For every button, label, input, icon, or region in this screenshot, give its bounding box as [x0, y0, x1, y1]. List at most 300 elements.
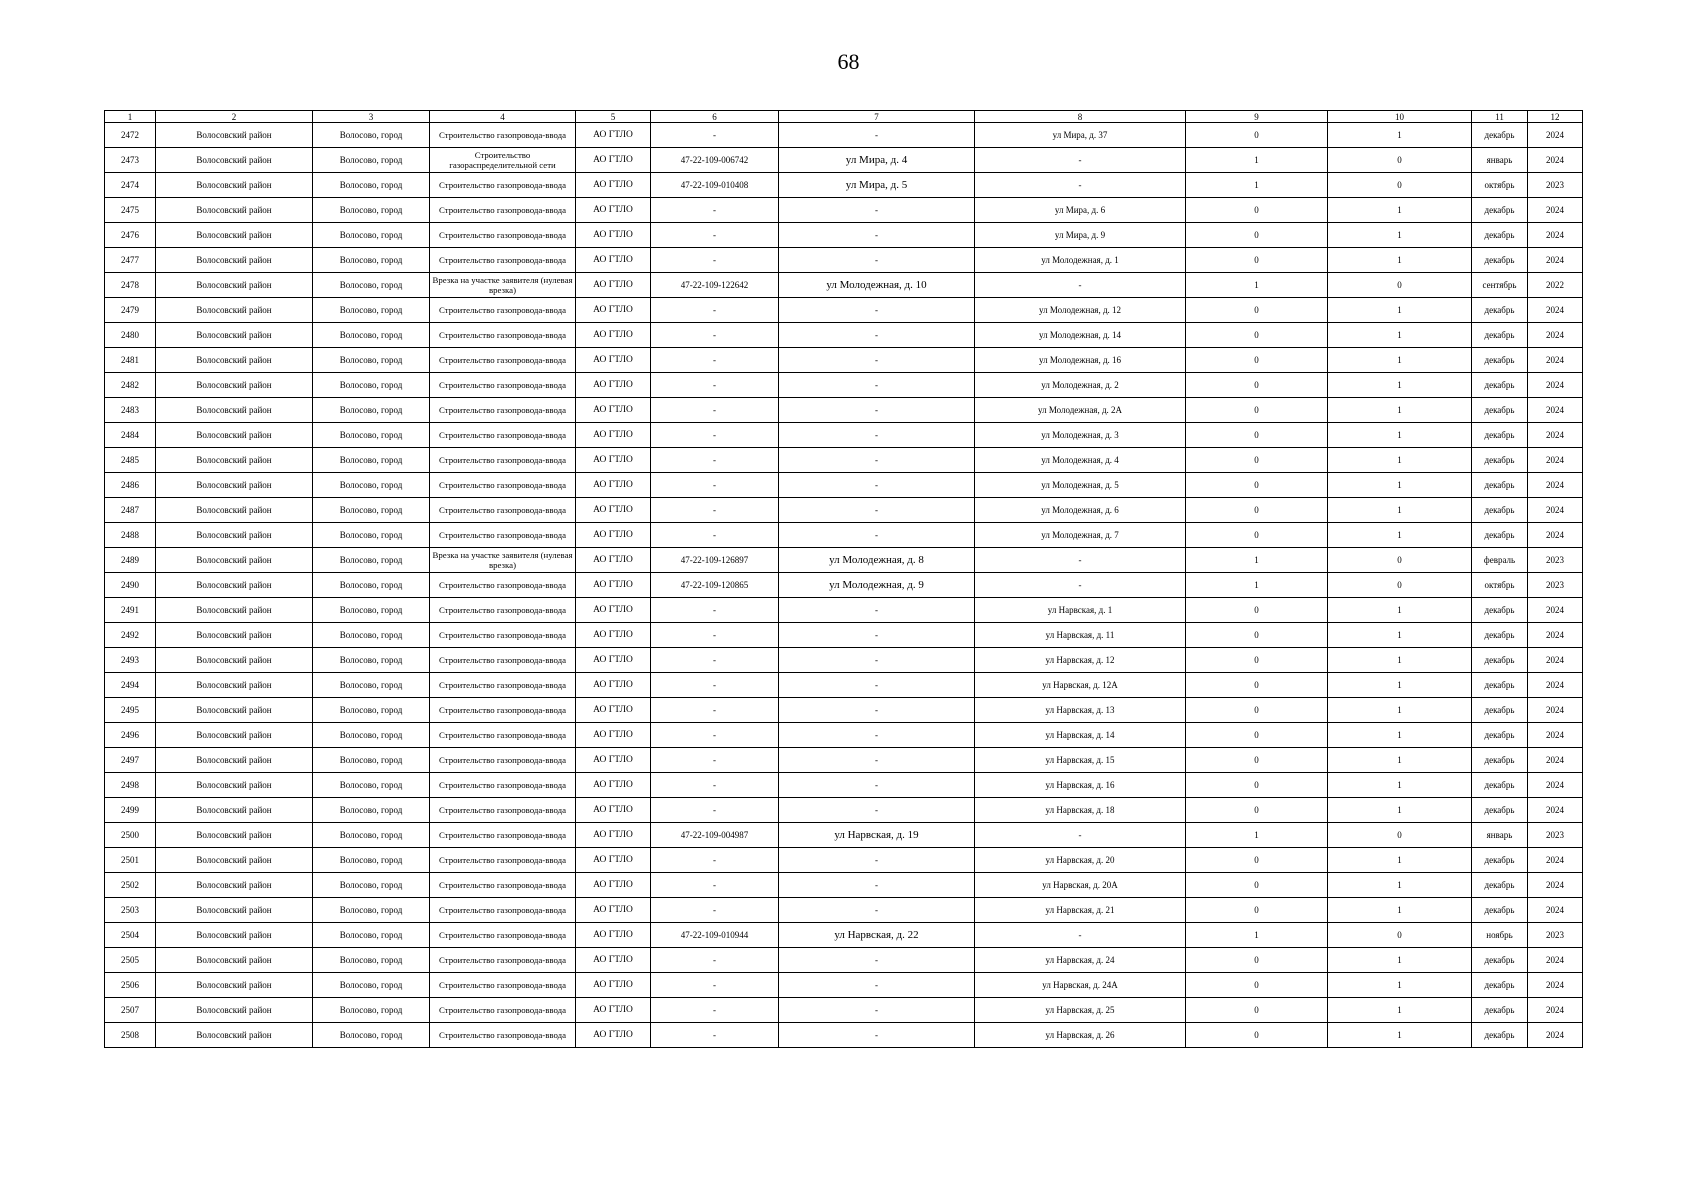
work-type-cell: Строительство газораспределительной сети [430, 148, 576, 173]
district-cell: Волосовский район [156, 723, 313, 748]
row-number: 2495 [105, 698, 156, 723]
count-cell: 1 [1328, 223, 1472, 248]
organization-cell: АО ГТЛО [576, 898, 651, 923]
cadastral-number-cell: - [651, 798, 779, 823]
object-address-cell: - [779, 198, 975, 223]
work-type-cell: Строительство газопровода-ввода [430, 573, 576, 598]
work-type-cell: Строительство газопровода-ввода [430, 523, 576, 548]
settlement-cell: Волосово, город [313, 773, 430, 798]
address-cell: ул Молодежная, д. 1 [975, 248, 1186, 273]
month-cell: декабрь [1472, 498, 1528, 523]
row-number: 2499 [105, 798, 156, 823]
address-cell: ул Нарвская, д. 24А [975, 973, 1186, 998]
count-cell: 0 [1328, 173, 1472, 198]
object-address-cell: - [779, 348, 975, 373]
cadastral-number-cell: - [651, 648, 779, 673]
table-row [105, 573, 1583, 598]
work-type-cell: Строительство газопровода-ввода [430, 448, 576, 473]
month-cell: февраль [1472, 548, 1528, 573]
row-number: 2478 [105, 273, 156, 298]
month-cell: декабрь [1472, 648, 1528, 673]
settlement-cell: Волосово, город [313, 323, 430, 348]
count-cell: 0 [1186, 323, 1328, 348]
month-cell: декабрь [1472, 798, 1528, 823]
cadastral-number-cell: - [651, 198, 779, 223]
table-row [105, 873, 1583, 898]
address-cell: ул Нарвская, д. 21 [975, 898, 1186, 923]
month-cell: декабрь [1472, 698, 1528, 723]
address-cell: ул Нарвская, д. 11 [975, 623, 1186, 648]
work-type-cell: Строительство газопровода-ввода [430, 623, 576, 648]
row-number: 2484 [105, 423, 156, 448]
table-row [105, 948, 1583, 973]
settlement-cell: Волосово, город [313, 248, 430, 273]
district-cell: Волосовский район [156, 448, 313, 473]
district-cell: Волосовский район [156, 548, 313, 573]
count-cell: 0 [1186, 348, 1328, 373]
month-cell: декабрь [1472, 623, 1528, 648]
count-cell: 1 [1328, 673, 1472, 698]
object-address-cell: - [779, 298, 975, 323]
count-cell: 0 [1186, 973, 1328, 998]
cadastral-number-cell: 47-22-109-126897 [651, 548, 779, 573]
address-cell: ул Мира, д. 9 [975, 223, 1186, 248]
work-type-cell: Строительство газопровода-ввода [430, 648, 576, 673]
month-cell: декабрь [1472, 523, 1528, 548]
work-type-cell: Врезка на участке заявителя (нулевая врезка) [430, 273, 576, 298]
work-type-cell: Врезка на участке заявителя (нулевая врезка) [430, 548, 576, 573]
address-cell: ул Молодежная, д. 14 [975, 323, 1186, 348]
organization-cell: АО ГТЛО [576, 198, 651, 223]
row-number: 2473 [105, 148, 156, 173]
year-cell: 2024 [1528, 223, 1583, 248]
address-cell: ул Молодежная, д. 16 [975, 348, 1186, 373]
organization-cell: АО ГТЛО [576, 123, 651, 148]
object-address-cell: - [779, 473, 975, 498]
settlement-cell: Волосово, город [313, 473, 430, 498]
work-type-cell: Строительство газопровода-ввода [430, 598, 576, 623]
organization-cell: АО ГТЛО [576, 298, 651, 323]
work-type-cell: Строительство газопровода-ввода [430, 373, 576, 398]
work-type-cell: Строительство газопровода-ввода [430, 248, 576, 273]
row-number: 2485 [105, 448, 156, 473]
row-number: 2480 [105, 323, 156, 348]
table-row [105, 298, 1583, 323]
organization-cell: АО ГТЛО [576, 723, 651, 748]
month-cell: декабрь [1472, 673, 1528, 698]
district-cell: Волосовский район [156, 1023, 313, 1048]
month-cell: декабрь [1472, 998, 1528, 1023]
cadastral-number-cell: - [651, 223, 779, 248]
address-cell: ул Молодежная, д. 12 [975, 298, 1186, 323]
cadastral-number-cell: 47-22-109-004987 [651, 823, 779, 848]
table-row [105, 523, 1583, 548]
table-row [105, 773, 1583, 798]
district-cell: Волосовский район [156, 598, 313, 623]
address-cell: ул Нарвская, д. 13 [975, 698, 1186, 723]
object-address-cell: - [779, 773, 975, 798]
count-cell: 1 [1328, 798, 1472, 823]
address-cell: ул Нарвская, д. 12А [975, 673, 1186, 698]
count-cell: 0 [1328, 923, 1472, 948]
work-type-cell: Строительство газопровода-ввода [430, 823, 576, 848]
count-cell: 0 [1186, 473, 1328, 498]
count-cell: 1 [1328, 498, 1472, 523]
organization-cell: АО ГТЛО [576, 573, 651, 598]
address-cell: - [975, 823, 1186, 848]
work-type-cell: Строительство газопровода-ввода [430, 123, 576, 148]
year-cell: 2024 [1528, 298, 1583, 323]
district-cell: Волосовский район [156, 573, 313, 598]
row-number: 2501 [105, 848, 156, 873]
table-row [105, 798, 1583, 823]
district-cell: Волосовский район [156, 298, 313, 323]
count-cell: 1 [1186, 273, 1328, 298]
district-cell: Волосовский район [156, 623, 313, 648]
organization-cell: АО ГТЛО [576, 173, 651, 198]
column-number: 7 [779, 111, 975, 123]
row-number: 2497 [105, 748, 156, 773]
organization-cell: АО ГТЛО [576, 548, 651, 573]
district-cell: Волосовский район [156, 998, 313, 1023]
district-cell: Волосовский район [156, 823, 313, 848]
work-type-cell: Строительство газопровода-ввода [430, 923, 576, 948]
settlement-cell: Волосово, город [313, 423, 430, 448]
registry-table [104, 110, 1583, 1048]
count-cell: 0 [1186, 498, 1328, 523]
organization-cell: АО ГТЛО [576, 598, 651, 623]
count-cell: 0 [1186, 598, 1328, 623]
cadastral-number-cell: - [651, 398, 779, 423]
address-cell: ул Нарвская, д. 14 [975, 723, 1186, 748]
work-type-cell: Строительство газопровода-ввода [430, 198, 576, 223]
month-cell: декабрь [1472, 323, 1528, 348]
table-row [105, 198, 1583, 223]
organization-cell: АО ГТЛО [576, 923, 651, 948]
settlement-cell: Волосово, город [313, 798, 430, 823]
month-cell: октябрь [1472, 573, 1528, 598]
month-cell: декабрь [1472, 898, 1528, 923]
row-number: 2502 [105, 873, 156, 898]
count-cell: 1 [1328, 448, 1472, 473]
cadastral-number-cell: - [651, 998, 779, 1023]
organization-cell: АО ГТЛО [576, 698, 651, 723]
row-number: 2504 [105, 923, 156, 948]
count-cell: 0 [1186, 698, 1328, 723]
month-cell: декабрь [1472, 123, 1528, 148]
cadastral-number-cell: - [651, 948, 779, 973]
work-type-cell: Строительство газопровода-ввода [430, 773, 576, 798]
object-address-cell: - [779, 598, 975, 623]
count-cell: 0 [1186, 848, 1328, 873]
column-number: 1 [105, 111, 156, 123]
year-cell: 2024 [1528, 848, 1583, 873]
row-number: 2483 [105, 398, 156, 423]
count-cell: 1 [1328, 473, 1472, 498]
table-row [105, 373, 1583, 398]
settlement-cell: Волосово, город [313, 198, 430, 223]
count-cell: 1 [1328, 998, 1472, 1023]
count-cell: 0 [1186, 898, 1328, 923]
district-cell: Волосовский район [156, 423, 313, 448]
table-row [105, 723, 1583, 748]
row-number: 2493 [105, 648, 156, 673]
work-type-cell: Строительство газопровода-ввода [430, 223, 576, 248]
settlement-cell: Волосово, город [313, 348, 430, 373]
month-cell: январь [1472, 148, 1528, 173]
column-number: 2 [156, 111, 313, 123]
cadastral-number-cell: - [651, 748, 779, 773]
row-number: 2503 [105, 898, 156, 923]
address-cell: - [975, 923, 1186, 948]
cadastral-number-cell: - [651, 723, 779, 748]
row-number: 2477 [105, 248, 156, 273]
table-body [105, 123, 1583, 1048]
table-row [105, 998, 1583, 1023]
count-cell: 0 [1186, 748, 1328, 773]
cadastral-number-cell: - [651, 498, 779, 523]
count-cell: 1 [1186, 548, 1328, 573]
district-cell: Волосовский район [156, 373, 313, 398]
settlement-cell: Волосово, город [313, 923, 430, 948]
row-number: 2488 [105, 523, 156, 548]
cadastral-number-cell: - [651, 248, 779, 273]
settlement-cell: Волосово, город [313, 623, 430, 648]
organization-cell: АО ГТЛО [576, 823, 651, 848]
cadastral-number-cell: - [651, 423, 779, 448]
row-number: 2489 [105, 548, 156, 573]
month-cell: декабрь [1472, 298, 1528, 323]
cadastral-number-cell: - [651, 523, 779, 548]
count-cell: 1 [1328, 1023, 1472, 1048]
settlement-cell: Волосово, город [313, 273, 430, 298]
address-cell: - [975, 548, 1186, 573]
count-cell: 0 [1328, 823, 1472, 848]
settlement-cell: Волосово, город [313, 998, 430, 1023]
year-cell: 2024 [1528, 948, 1583, 973]
month-cell: декабрь [1472, 373, 1528, 398]
count-cell: 1 [1186, 823, 1328, 848]
district-cell: Волосовский район [156, 473, 313, 498]
year-cell: 2024 [1528, 423, 1583, 448]
row-number: 2486 [105, 473, 156, 498]
organization-cell: АО ГТЛО [576, 423, 651, 448]
settlement-cell: Волосово, город [313, 748, 430, 773]
cadastral-number-cell: - [651, 848, 779, 873]
settlement-cell: Волосово, город [313, 123, 430, 148]
count-cell: 0 [1186, 123, 1328, 148]
count-cell: 0 [1186, 648, 1328, 673]
organization-cell: АО ГТЛО [576, 748, 651, 773]
settlement-cell: Волосово, город [313, 548, 430, 573]
month-cell: сентябрь [1472, 273, 1528, 298]
settlement-cell: Волосово, город [313, 498, 430, 523]
year-cell: 2023 [1528, 573, 1583, 598]
month-cell: декабрь [1472, 398, 1528, 423]
count-cell: 0 [1328, 548, 1472, 573]
year-cell: 2024 [1528, 248, 1583, 273]
row-number: 2492 [105, 623, 156, 648]
object-address-cell: ул Молодежная, д. 10 [779, 273, 975, 298]
organization-cell: АО ГТЛО [576, 348, 651, 373]
count-cell: 0 [1186, 373, 1328, 398]
column-number: 12 [1528, 111, 1583, 123]
cadastral-number-cell: - [651, 448, 779, 473]
month-cell: декабрь [1472, 873, 1528, 898]
work-type-cell: Строительство газопровода-ввода [430, 973, 576, 998]
year-cell: 2024 [1528, 323, 1583, 348]
year-cell: 2024 [1528, 498, 1583, 523]
year-cell: 2024 [1528, 973, 1583, 998]
organization-cell: АО ГТЛО [576, 148, 651, 173]
count-cell: 0 [1186, 248, 1328, 273]
year-cell: 2024 [1528, 198, 1583, 223]
month-cell: декабрь [1472, 448, 1528, 473]
district-cell: Волосовский район [156, 173, 313, 198]
work-type-cell: Строительство газопровода-ввода [430, 998, 576, 1023]
organization-cell: АО ГТЛО [576, 873, 651, 898]
table-row [105, 548, 1583, 573]
object-address-cell: - [779, 623, 975, 648]
organization-cell: АО ГТЛО [576, 273, 651, 298]
organization-cell: АО ГТЛО [576, 398, 651, 423]
district-cell: Волосовский район [156, 498, 313, 523]
object-address-cell: - [779, 123, 975, 148]
work-type-cell: Строительство газопровода-ввода [430, 698, 576, 723]
month-cell: январь [1472, 823, 1528, 848]
address-cell: - [975, 173, 1186, 198]
settlement-cell: Волосово, город [313, 573, 430, 598]
page-number: 68 [837, 49, 860, 74]
column-number: 9 [1186, 111, 1328, 123]
object-address-cell: - [779, 223, 975, 248]
count-cell: 0 [1186, 723, 1328, 748]
count-cell: 1 [1328, 873, 1472, 898]
year-cell: 2024 [1528, 623, 1583, 648]
settlement-cell: Волосово, город [313, 673, 430, 698]
object-address-cell: - [779, 448, 975, 473]
month-cell: декабрь [1472, 223, 1528, 248]
table-row [105, 473, 1583, 498]
count-cell: 1 [1328, 773, 1472, 798]
year-cell: 2023 [1528, 823, 1583, 848]
object-address-cell: - [779, 748, 975, 773]
settlement-cell: Волосово, город [313, 173, 430, 198]
year-cell: 2024 [1528, 748, 1583, 773]
organization-cell: АО ГТЛО [576, 623, 651, 648]
month-cell: декабрь [1472, 348, 1528, 373]
count-cell: 1 [1328, 648, 1472, 673]
organization-cell: АО ГТЛО [576, 998, 651, 1023]
month-cell: декабрь [1472, 848, 1528, 873]
district-cell: Волосовский район [156, 748, 313, 773]
year-cell: 2024 [1528, 148, 1583, 173]
cadastral-number-cell: - [651, 1023, 779, 1048]
row-number: 2474 [105, 173, 156, 198]
table-row [105, 848, 1583, 873]
row-number: 2507 [105, 998, 156, 1023]
cadastral-number-cell: - [651, 873, 779, 898]
count-cell: 0 [1186, 773, 1328, 798]
object-address-cell: - [779, 398, 975, 423]
count-cell: 0 [1186, 873, 1328, 898]
year-cell: 2024 [1528, 523, 1583, 548]
year-cell: 2024 [1528, 448, 1583, 473]
month-cell: декабрь [1472, 973, 1528, 998]
work-type-cell: Строительство газопровода-ввода [430, 723, 576, 748]
row-number: 2500 [105, 823, 156, 848]
address-cell: ул Нарвская, д. 24 [975, 948, 1186, 973]
organization-cell: АО ГТЛО [576, 523, 651, 548]
settlement-cell: Волосово, город [313, 898, 430, 923]
month-cell: декабрь [1472, 723, 1528, 748]
count-cell: 1 [1328, 123, 1472, 148]
count-cell: 1 [1328, 523, 1472, 548]
year-cell: 2023 [1528, 173, 1583, 198]
table-row [105, 598, 1583, 623]
district-cell: Волосовский район [156, 698, 313, 723]
work-type-cell: Строительство газопровода-ввода [430, 1023, 576, 1048]
row-number: 2476 [105, 223, 156, 248]
address-cell: ул Молодежная, д. 7 [975, 523, 1186, 548]
row-number: 2508 [105, 1023, 156, 1048]
row-number: 2491 [105, 598, 156, 623]
year-cell: 2024 [1528, 673, 1583, 698]
year-cell: 2024 [1528, 773, 1583, 798]
address-cell: ул Нарвская, д. 25 [975, 998, 1186, 1023]
settlement-cell: Волосово, город [313, 523, 430, 548]
count-cell: 1 [1328, 248, 1472, 273]
table-row [105, 398, 1583, 423]
address-cell: ул Нарвская, д. 18 [975, 798, 1186, 823]
count-cell: 0 [1186, 673, 1328, 698]
work-type-cell: Строительство газопровода-ввода [430, 423, 576, 448]
count-cell: 1 [1186, 148, 1328, 173]
district-cell: Волосовский район [156, 898, 313, 923]
table-row [105, 648, 1583, 673]
count-cell: 1 [1328, 298, 1472, 323]
year-cell: 2023 [1528, 923, 1583, 948]
object-address-cell: - [779, 498, 975, 523]
address-cell: ул Нарвская, д. 1 [975, 598, 1186, 623]
settlement-cell: Волосово, город [313, 648, 430, 673]
work-type-cell: Строительство газопровода-ввода [430, 348, 576, 373]
address-cell: ул Нарвская, д. 16 [975, 773, 1186, 798]
row-number: 2505 [105, 948, 156, 973]
table-row [105, 923, 1583, 948]
cadastral-number-cell: 47-22-109-122642 [651, 273, 779, 298]
row-number: 2496 [105, 723, 156, 748]
cadastral-number-cell: - [651, 973, 779, 998]
column-number-row [105, 111, 1583, 123]
year-cell: 2024 [1528, 348, 1583, 373]
district-cell: Волосовский район [156, 923, 313, 948]
cadastral-number-cell: - [651, 898, 779, 923]
district-cell: Волосовский район [156, 948, 313, 973]
address-cell: ул Молодежная, д. 2А [975, 398, 1186, 423]
count-cell: 1 [1328, 698, 1472, 723]
address-cell: - [975, 148, 1186, 173]
address-cell: ул Нарвская, д. 12 [975, 648, 1186, 673]
district-cell: Волосовский район [156, 973, 313, 998]
settlement-cell: Волосово, город [313, 223, 430, 248]
address-cell: ул Молодежная, д. 3 [975, 423, 1186, 448]
district-cell: Волосовский район [156, 773, 313, 798]
object-address-cell: - [779, 373, 975, 398]
settlement-cell: Волосово, город [313, 973, 430, 998]
year-cell: 2024 [1528, 998, 1583, 1023]
address-cell: ул Мира, д. 37 [975, 123, 1186, 148]
